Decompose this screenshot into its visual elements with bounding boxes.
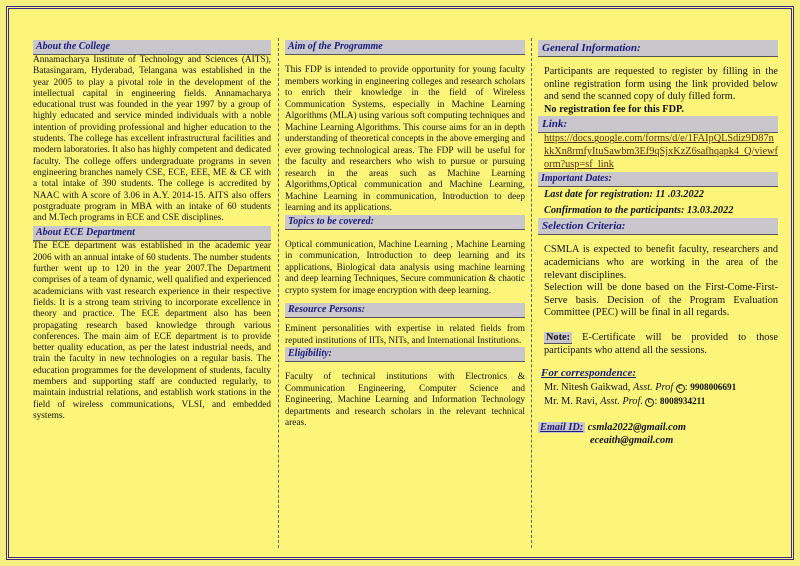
contact-role: Asst. Prof. <box>600 395 643 407</box>
note-label: Note: <box>546 331 571 343</box>
contact-phone: 8008934211 <box>659 395 706 406</box>
column-right <box>538 40 778 448</box>
phone-icon: C <box>645 398 654 407</box>
aim-heading: Aim of the Programme <box>285 40 525 55</box>
phone-icon: C <box>676 384 685 393</box>
selection-criteria-text: CSMLA is expected to benefit faculty, researchers and academicians who are working in the area of the relevant disciplines. <box>544 244 778 281</box>
resource-persons-heading: Resource Persons: <box>285 303 525 318</box>
contact-name: Mr. Nitesh Gaikwad, <box>544 382 633 394</box>
certificate-note <box>538 332 778 357</box>
link-heading: Link: <box>538 116 778 133</box>
contact-item: Mr. M. Ravi, Asst. Prof. C : 8008934211 <box>544 395 706 407</box>
correspondence-heading: For correspondence: <box>541 367 637 380</box>
topics-heading: Topics to be covered: <box>285 215 525 230</box>
aim-text: This FDP is intended to provide opportunity for young faculty members working in engineering colleges and research scholars to enrich their knowledge in the field of Wireless Communication Systems, especially in Machine Learning Algorithms (MLA) using various soft computing techniques and Machine Learning Algorithms. This course aims for an in depth understanding of theoretical concepts in the above emerging and ever growing technological areas. The FDP will be useful for the faculty and researchers who wish to pursue or pursuing research in the areas such as Machine Learning Algorithms,Optical communication and Machine Learning, Machine Learning in communication, Introduction to deep learning and its applications. <box>285 65 525 213</box>
general-info-heading: General Information: <box>538 40 778 57</box>
contact-role: Asst. Prof <box>632 382 674 394</box>
eligibility-text: Faculty of technical institutions with Electronics & Communication Engineering, Computer Science and Engineering, Machine Learning and Information Technology departments and research scholars in the relevant technical areas. <box>285 372 525 428</box>
selection-process-text: Selection will be done based on the First-Come-First-Serve basis. Decision of the Program Evaluation Committee (PEC) will be final in all regards. <box>544 282 778 319</box>
email-primary[interactable]: csmla2022@gmail.com <box>587 422 686 434</box>
topics-text: Optical communication, Machine Learning , Machine Learning in communication, Introduction to deep learning and its applications, Biological data analysis using machine learning and deep learning Techniques, Secure communication & chaotic crypto system for image encryption with deep learning. <box>285 239 525 296</box>
contact-name: Mr. M. Ravi, <box>544 395 601 407</box>
important-dates-heading: Important Dates: <box>538 172 778 187</box>
eligibility-heading: Eligibility: <box>285 347 525 362</box>
column-divider <box>531 38 532 548</box>
email-block <box>538 422 778 448</box>
email-secondary[interactable]: eceaith@gmail.com <box>590 435 674 447</box>
about-college-heading: About the College <box>33 40 271 55</box>
note-text: E-Certificate will be provided to those participants who attend all the sessions. <box>544 331 778 356</box>
email-label: Email ID: <box>540 422 584 434</box>
registration-fee-note: No registration fee for this FDP. <box>544 103 684 115</box>
confirmation-date-text: Confirmation to the participants: 13.03.2022 <box>544 204 734 216</box>
about-department-text: The ECE department was established in the academic year 2006 with an annual intake of 60 students. The number students further went up to 120 in the year 2007.The Department comprises of a team of dynamic, well qualified and experienced academicians with vast research experience in their respective fields. It is a strong team striving to incorporate excellence in theory and practice. The ECE department also has been propagating research based knowledge through various conferences. The main aim of ECE department is to provide better quality education, as per the latest industrial needs, and train the faculty in new technologies on a regular basis. The education programmes for the development of students, faculty members and supporting staff are conducted regularly, to maintain industrial relations, and establish work stations in the field of wireless communications, VLSI, and embedded systems. <box>33 241 272 421</box>
general-info-text: Participants are requested to register by filling in the online registration form using the link provided below and send the scanned copy of duly filled form. <box>544 66 778 103</box>
last-date-text: Last date for registration: 11 .03.2022 <box>544 189 704 201</box>
column-divider <box>278 38 279 548</box>
selection-criteria-heading: Selection Criteria: <box>538 218 778 235</box>
about-college-text: Annamacharya Institute of Technology and Sciences (AITS), Batasingaram, Hyderabad, Telangana was established in the year 2005 to play a pivotal role in the development of the intellectual capital in engineering fields. Annamacharya educational trust was founded in the year 1997 by a group of highly educated and service minded individuals with a noble intention of providing professional and higher education to the students. The college has excellent infrastructural facilities and modern laboratories. It also has highly competent and dedicated faculty. The college offers undergraduate programs in seven engineering branches namely CSE, ECE, EEE, ME & CE with a total intake of 390 students. The college is accredited by NAAC with A score of 3.06 in A.Y. 2014-15. AITS also offers postgraduate program in MBA with an intake of 60 students and M.Tech programs in ECE and CSE disciplines. <box>33 55 271 224</box>
contact-item: Mr. Nitesh Gaikwad, Asst. Prof C : 9908006691 <box>544 382 737 394</box>
registration-link[interactable]: https://docs.google.com/forms/d/e/1FAIpQLSdiz9D87nkkXn8rmfyItuSawbm3Ef9qSjxKzZ6safhqapk4_Q/viewform?usp=sf_link <box>544 133 778 170</box>
column-left <box>33 40 271 422</box>
contact-list <box>538 381 778 408</box>
about-department-heading: About ECE Department <box>33 226 271 241</box>
column-middle <box>285 40 525 430</box>
resource-persons-text: Eminent personalities with expertise in related fields from reputed institutions of IITs, NITs, and International Institutions. <box>285 324 525 346</box>
contact-phone: 9908006691 <box>690 382 737 393</box>
